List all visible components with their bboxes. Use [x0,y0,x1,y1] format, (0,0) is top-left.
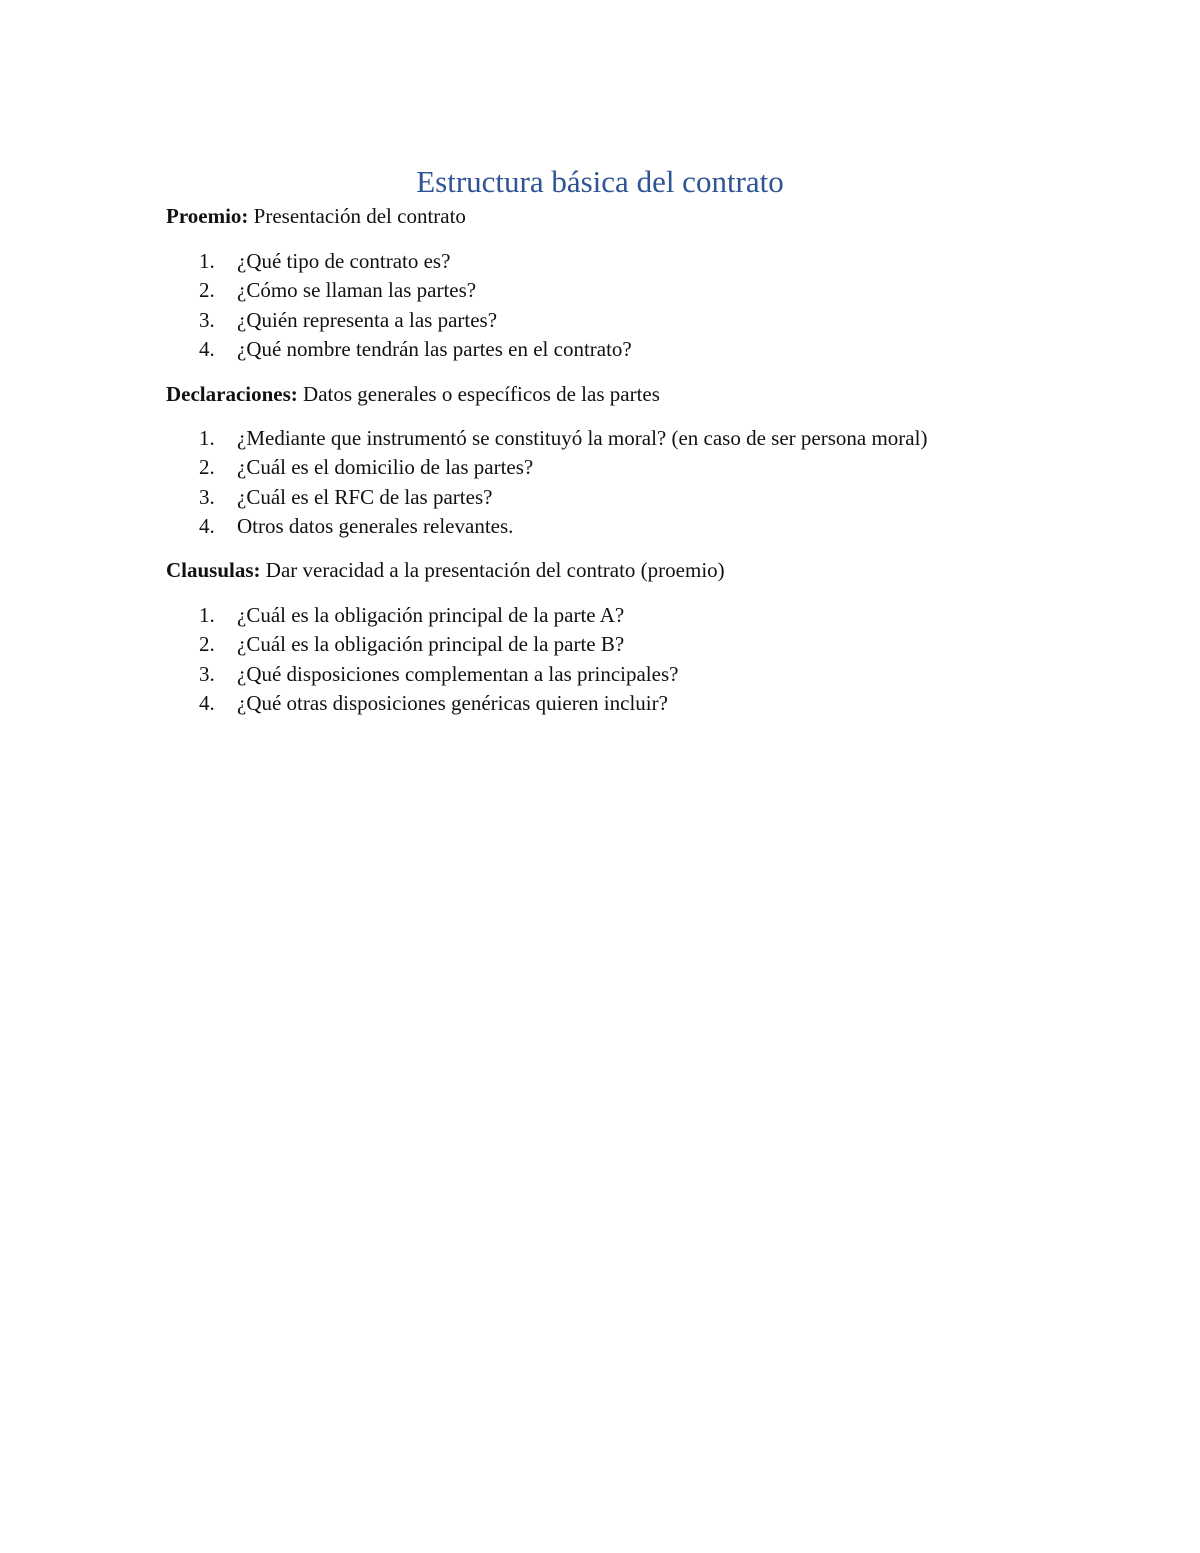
list-text: ¿Qué nombre tendrán las partes en el contrato? [237,336,632,361]
section-heading-declaraciones [166,380,660,408]
section-heading-proemio [166,202,466,230]
section-heading-clausulas [166,556,725,584]
list-text: ¿Qué tipo de contrato es? [237,249,451,273]
list-number: 2. [199,455,215,480]
list-text: ¿Quién representa a las partes? [237,307,498,332]
section-label: Proemio: [166,204,249,228]
section-description: Dar veracidad a la presentación del contrato (proemio) [265,558,725,582]
list-number: 4. [199,336,215,361]
section-description: Datos generales o específicos de las partes [303,382,660,406]
list-number: 3. [199,307,215,332]
list-number: 1. [199,249,215,273]
list-text: ¿Mediante que instrumentó se constituyó la moral? (en caso de ser persona moral) [237,426,928,450]
list-text: ¿Qué otras disposiciones genéricas quieren incluir? [237,690,668,715]
list-text: ¿Qué disposiciones complementan a las principales? [237,661,679,686]
list-text: ¿Cuál es el domicilio de las partes? [237,455,534,480]
document-title: Estructura básica del contrato [416,164,784,199]
list-number: 3. [199,661,215,686]
list-number: 1. [199,426,215,450]
list-number: 1. [199,603,215,627]
list-number: 2. [199,278,215,303]
list-number: 4. [199,513,215,538]
section-description: Presentación del contrato [253,204,466,228]
section-label: Declaraciones: [166,382,298,406]
list-text: ¿Cuál es el RFC de las partes? [237,484,493,509]
list-text: Otros datos generales relevantes. [237,513,514,538]
section-label: Clausulas: [166,558,261,582]
list-number: 3. [199,484,215,509]
list-text: ¿Cuál es la obligación principal de la parte B? [237,632,625,657]
list-number: 4. [199,690,215,715]
list-number: 2. [199,632,215,657]
list-text: ¿Cuál es la obligación principal de la parte A? [237,603,625,627]
list-text: ¿Cómo se llaman las partes? [237,278,477,303]
